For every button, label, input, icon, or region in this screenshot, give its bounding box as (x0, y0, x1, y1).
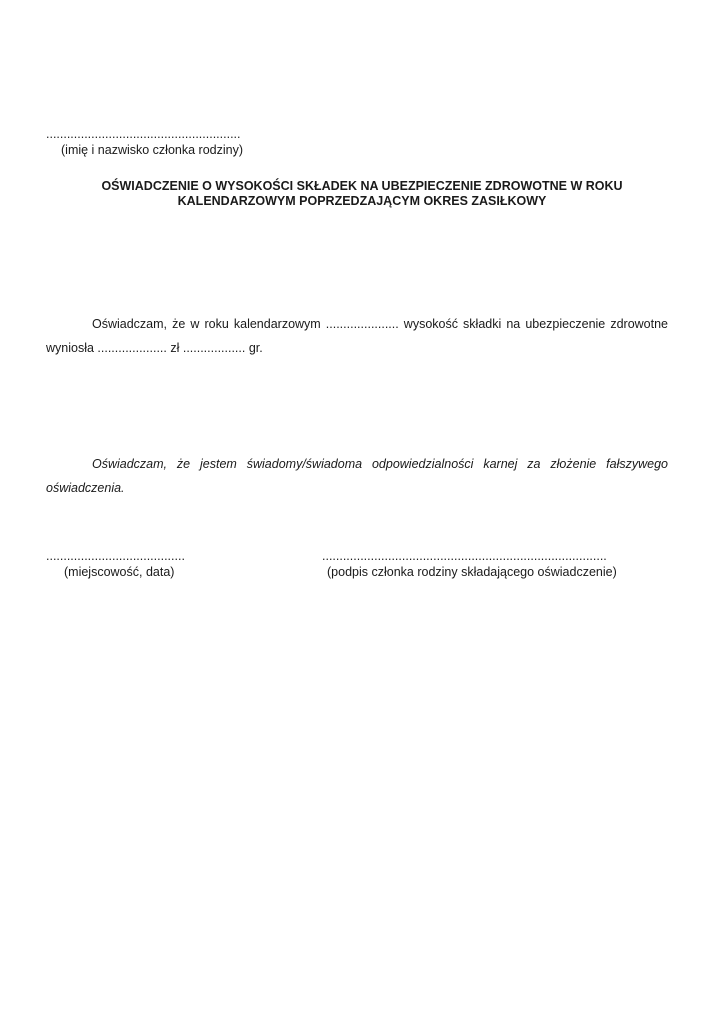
place-date-dots: ........................................ (46, 549, 185, 563)
liability-declaration: Oświadczam, że jestem świadomy/świadoma odpowiedzialności karnej za złożenie fałszywego oświadczenia. (46, 457, 668, 495)
member-name-dots: ........................................................ (46, 127, 241, 141)
member-name-label: (imię i nazwisko członka rodziny) (61, 143, 244, 157)
document-title-line-2: KALENDARZOWYM POPRZEDZAJĄCYM OKRES ZASIŁKOWY (177, 194, 547, 208)
place-date-label: (miejscowość, data) (64, 565, 175, 579)
contribution-statement: Oświadczam, że w roku kalendarzowym ..................... wysokość składki na ubezpieczenie zdrowotne wyniosła .................... zł .................. gr. (46, 317, 668, 355)
document-title-line-1: OŚWIADCZENIE O WYSOKOŚCI SKŁADEK NA UBEZPIECZENIE ZDROWOTNE W ROKU (101, 179, 623, 193)
signature-label: (podpis członka rodziny składającego oświadczenie) (327, 565, 617, 579)
signature-dots: .................................................................................. (322, 549, 607, 563)
